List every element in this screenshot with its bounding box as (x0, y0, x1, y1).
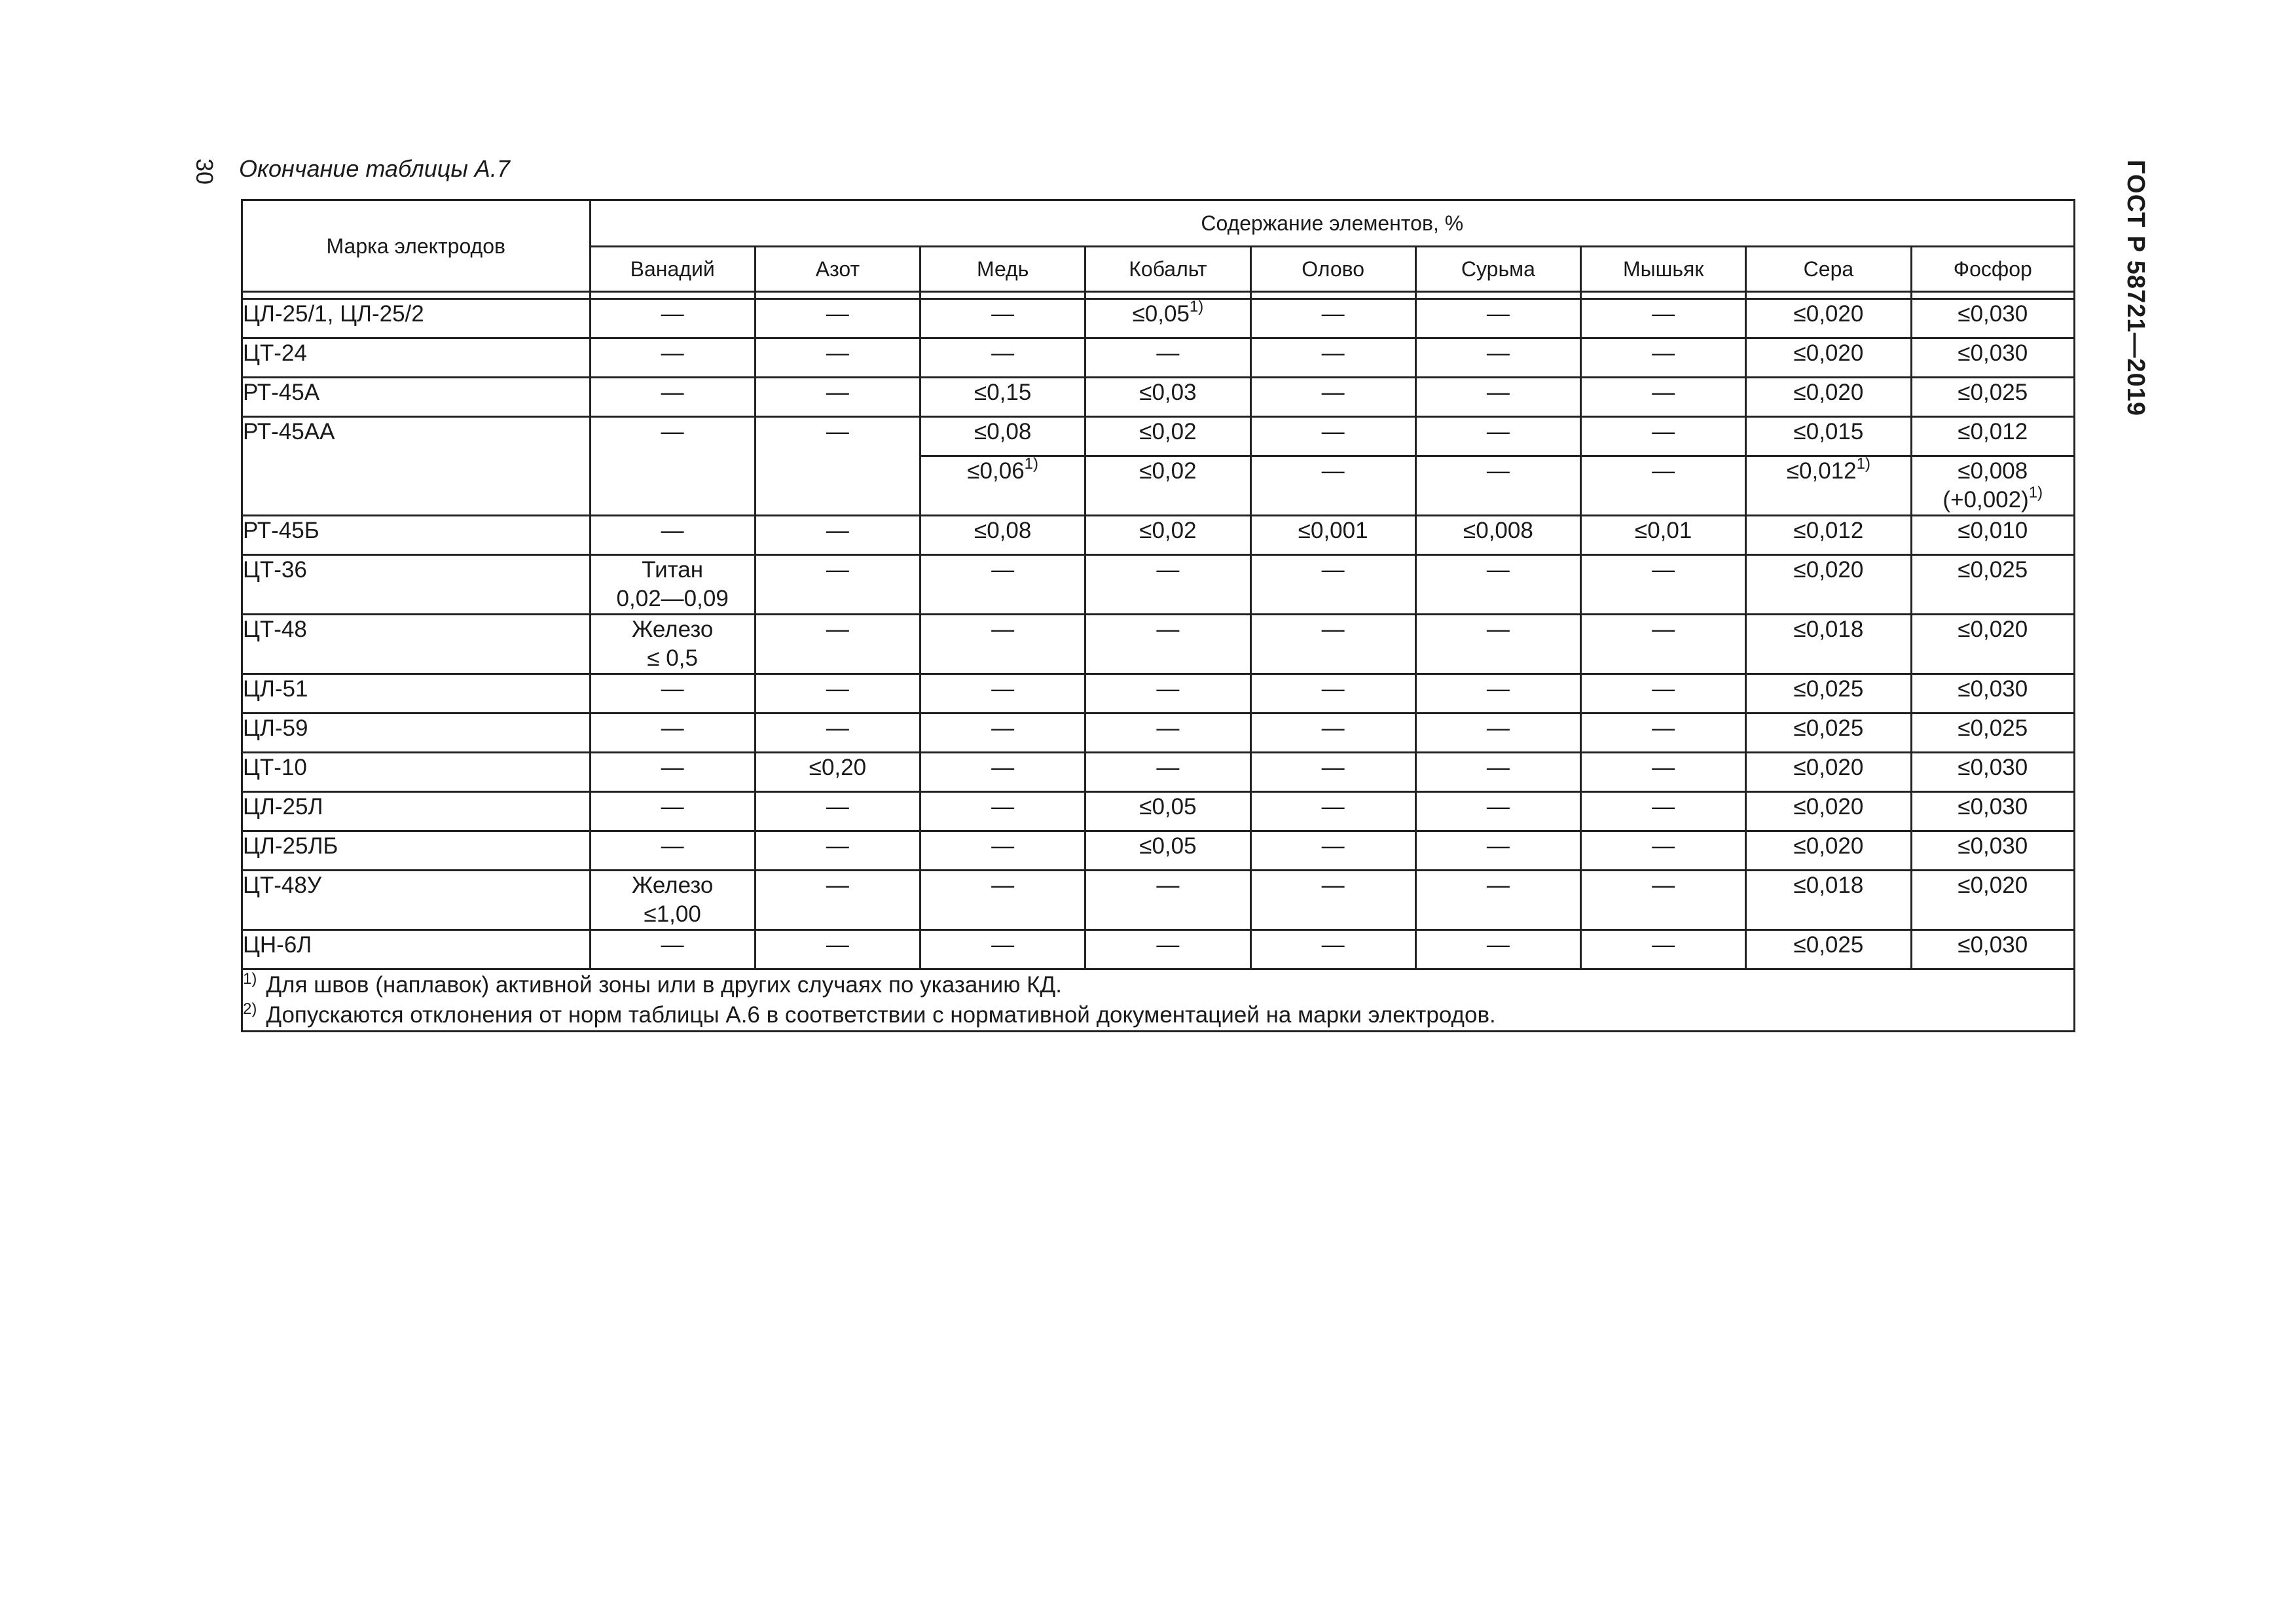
table-row (242, 674, 2075, 713)
cell-мышьяк: — (1581, 930, 1746, 969)
cell-кобальт: ≤0,05 (1085, 792, 1250, 831)
cell-медь: — (920, 871, 1085, 930)
cell-кобальт: — (1085, 753, 1250, 792)
cell-кобальт: — (1085, 674, 1250, 713)
cell-медь: — (920, 753, 1085, 792)
cell-сера: ≤0,020 (1746, 299, 1911, 338)
cell-кобальт: — (1085, 871, 1250, 930)
cell-кобальт: ≤0,02 (1085, 417, 1250, 456)
cell-кобальт: — (1085, 713, 1250, 753)
cell-сурьма: — (1415, 338, 1580, 378)
cell-сера: ≤0,025 (1746, 930, 1911, 969)
cell-ванадий: Железо ≤ 0,5 (590, 615, 755, 674)
cell-олово: — (1250, 871, 1415, 930)
cell-сурьма: — (1415, 674, 1580, 713)
cell-олово: — (1250, 456, 1415, 516)
cell-фосфор: ≤0,010 (1911, 516, 2074, 555)
cell-медь: — (920, 674, 1085, 713)
cell-ванадий: — (590, 713, 755, 753)
cell-ванадий: — (590, 299, 755, 338)
cell-сера: ≤0,025 (1746, 674, 1911, 713)
cell-сера: ≤0,018 (1746, 615, 1911, 674)
footnotes (242, 969, 2075, 1032)
cell-сурьма: — (1415, 615, 1580, 674)
cell-азот: — (755, 516, 920, 555)
electrode-brand: ЦТ-48У (242, 871, 591, 930)
cell-ванадий: — (590, 792, 755, 831)
table-row (242, 871, 2075, 930)
cell-азот: — (755, 713, 920, 753)
cell-ванадий: Железо ≤1,00 (590, 871, 755, 930)
table-row (242, 516, 2075, 555)
cell-фосфор: ≤0,008 $(+0,002)^{1)}$ (1911, 456, 2074, 516)
header-separator (242, 292, 2075, 299)
cell-медь: ≤0,08 (920, 417, 1085, 456)
cell-олово: — (1250, 299, 1415, 338)
column-header: Фосфор (1911, 247, 2074, 292)
cell-мышьяк: — (1581, 299, 1746, 338)
document-designation: ГОСТ Р 58721—2019 (2122, 160, 2149, 416)
cell-ванадий: — (590, 753, 755, 792)
electrode-brand: ЦН-6Л (242, 930, 591, 969)
cell-кобальт: — (1085, 338, 1250, 378)
cell-олово: — (1250, 831, 1415, 871)
cell-сера: ≤0,020 (1746, 338, 1911, 378)
header-brand: Марка электродов (242, 200, 591, 292)
cell-кобальт: ≤0,02 (1085, 456, 1250, 516)
cell-ванадий: — (590, 674, 755, 713)
footnote-mark: 1) (2028, 484, 2043, 502)
cell-азот: — (755, 555, 920, 615)
table-row (242, 417, 2075, 456)
cell-азот: — (755, 930, 920, 969)
cell-сурьма: — (1415, 831, 1580, 871)
footnote-number: 1) (243, 970, 257, 988)
cell-азот: — (755, 831, 920, 871)
cell-кобальт: ≤0,02 (1085, 516, 1250, 555)
electrode-brand: ЦЛ-59 (242, 713, 591, 753)
cell-азот: — (755, 674, 920, 713)
footnote-text: Допускаются отклонения от норм таблицы А.6 в соответствии с нормативной документацией на марки электродов. (266, 1002, 1496, 1028)
cell-олово: — (1250, 338, 1415, 378)
footnote-mark: 1) (1189, 298, 1204, 316)
cell-фосфор: ≤0,025 (1911, 555, 2074, 615)
cell-мышьяк: — (1581, 792, 1746, 831)
cell-сера: ≤0,020 (1746, 378, 1911, 417)
cell-азот: — (755, 417, 920, 516)
cell-фосфор: ≤0,030 (1911, 338, 2074, 378)
cell-сера: ≤0,025 (1746, 713, 1911, 753)
cell-олово: ≤0,001 (1250, 516, 1415, 555)
cell-медь: — (920, 831, 1085, 871)
cell-сурьма: — (1415, 871, 1580, 930)
column-header: Сурьма (1415, 247, 1580, 292)
electrode-brand: ЦЛ-25Л (242, 792, 591, 831)
cell-сурьма: — (1415, 792, 1580, 831)
column-header: Сера (1746, 247, 1911, 292)
cell-медь: — (920, 930, 1085, 969)
cell-фосфор: ≤0,030 (1911, 930, 2074, 969)
cell-сурьма: — (1415, 555, 1580, 615)
cell-фосфор: ≤0,030 (1911, 831, 2074, 871)
cell-фосфор: ≤0,030 (1911, 753, 2074, 792)
cell-ванадий: — (590, 338, 755, 378)
cell-ванадий: Титан 0,02—0,09 (590, 555, 755, 615)
cell-мышьяк: — (1581, 555, 1746, 615)
table-row (242, 615, 2075, 674)
cell-ванадий: — (590, 378, 755, 417)
cell-медь: — (920, 555, 1085, 615)
electrode-brand: РТ-45АА (242, 417, 591, 516)
cell-сурьма: — (1415, 417, 1580, 456)
cell-ванадий: — (590, 930, 755, 969)
header-group-label: Содержание элементов, % (590, 200, 2074, 247)
cell-мышьяк: — (1581, 417, 1746, 456)
cell-олово: — (1250, 417, 1415, 456)
footnote (243, 1000, 2073, 1030)
cell-олово: — (1250, 753, 1415, 792)
table-row (242, 555, 2075, 615)
cell-кобальт: ≤0,05 (1085, 831, 1250, 871)
cell-олово: — (1250, 615, 1415, 674)
cell-азот: — (755, 378, 920, 417)
electrode-brand: ЦТ-10 (242, 753, 591, 792)
cell-сурьма: — (1415, 930, 1580, 969)
cell-мышьяк: — (1581, 378, 1746, 417)
cell-азот: — (755, 615, 920, 674)
cell-медь: ≤0,08 (920, 516, 1085, 555)
cell-мышьяк: — (1581, 831, 1746, 871)
column-header: Ванадий (590, 247, 755, 292)
column-header: Олово (1250, 247, 1415, 292)
footnote-number: 2) (243, 1000, 257, 1019)
cell-сера: ≤0,020 (1746, 831, 1911, 871)
footnote (243, 970, 2073, 1000)
table-row (242, 713, 2075, 753)
cell-медь: — (920, 713, 1085, 753)
cell-фосфор: ≤0,030 (1911, 674, 2074, 713)
cell-кобальт: — (1085, 930, 1250, 969)
cell-азот: ≤0,20 (755, 753, 920, 792)
cell-мышьяк: ≤0,01 (1581, 516, 1746, 555)
cell-фосфор: ≤0,030 (1911, 299, 2074, 338)
electrode-composition-table (241, 199, 2075, 1032)
footnote-mark: 1) (1024, 455, 1039, 473)
cell-олово: — (1250, 674, 1415, 713)
cell-сурьма: — (1415, 713, 1580, 753)
cell-мышьяк: — (1581, 753, 1746, 792)
column-header: Мышьяк (1581, 247, 1746, 292)
cell-сера: ≤0,018 (1746, 871, 1911, 930)
cell-сурьма: — (1415, 456, 1580, 516)
cell-сера: ≤0,015 (1746, 417, 1911, 456)
cell-медь: — (920, 615, 1085, 674)
cell-медь: — (920, 338, 1085, 378)
cell-олово: — (1250, 555, 1415, 615)
cell-сурьма: — (1415, 753, 1580, 792)
cell-сера: ≤0,020 (1746, 792, 1911, 831)
cell-мышьяк: — (1581, 338, 1746, 378)
cell-сурьма: ≤0,008 (1415, 516, 1580, 555)
cell-сера: ≤0,020 (1746, 555, 1911, 615)
cell-медь: — (920, 792, 1085, 831)
table-caption: Окончание таблицы А.7 (239, 155, 510, 182)
cell-кобальт: ≤0,03 (1085, 378, 1250, 417)
table-row (242, 792, 2075, 831)
table-row (242, 930, 2075, 969)
cell-фосфор: ≤0,020 (1911, 615, 2074, 674)
cell-сера: ≤0,020 (1746, 753, 1911, 792)
electrode-brand: ЦТ-36 (242, 555, 591, 615)
page-number: 30 (191, 158, 218, 185)
cell-сера: $\le 0,012^{1)}$ (1746, 456, 1911, 516)
cell-кобальт: $\le 0,05^{1)}$ (1085, 299, 1250, 338)
cell-олово: — (1250, 930, 1415, 969)
table-row (242, 753, 2075, 792)
cell-мышьяк: — (1581, 615, 1746, 674)
cell-азот: — (755, 871, 920, 930)
cell-кобальт: — (1085, 555, 1250, 615)
column-header: Кобальт (1085, 247, 1250, 292)
electrode-brand: РТ-45Б (242, 516, 591, 555)
cell-сера: ≤0,012 (1746, 516, 1911, 555)
cell-азот: — (755, 299, 920, 338)
footnote-mark: 1) (1856, 455, 1870, 473)
cell-ванадий: — (590, 417, 755, 516)
cell-сурьма: — (1415, 299, 1580, 338)
cell-фосфор: ≤0,025 (1911, 713, 2074, 753)
cell-мышьяк: — (1581, 456, 1746, 516)
electrode-brand: ЦЛ-25/1, ЦЛ-25/2 (242, 299, 591, 338)
table-row (242, 831, 2075, 871)
column-header: Медь (920, 247, 1085, 292)
column-header: Азот (755, 247, 920, 292)
electrode-brand: ЦЛ-51 (242, 674, 591, 713)
electrode-brand: ЦТ-24 (242, 338, 591, 378)
cell-фосфор: ≤0,025 (1911, 378, 2074, 417)
table-row (242, 299, 2075, 338)
electrode-brand: ЦТ-48 (242, 615, 591, 674)
cell-медь: ≤0,15 (920, 378, 1085, 417)
cell-олово: — (1250, 792, 1415, 831)
electrode-brand: РТ-45А (242, 378, 591, 417)
cell-фосфор: ≤0,020 (1911, 871, 2074, 930)
cell-ванадий: — (590, 831, 755, 871)
cell-фосфор: ≤0,030 (1911, 792, 2074, 831)
electrode-brand: ЦЛ-25ЛБ (242, 831, 591, 871)
cell-мышьяк: — (1581, 871, 1746, 930)
cell-ванадий: — (590, 516, 755, 555)
footnote-text: Для швов (наплавок) активной зоны или в других случаях по указанию КД. (266, 972, 1062, 998)
table-row (242, 378, 2075, 417)
cell-олово: — (1250, 713, 1415, 753)
cell-кобальт: — (1085, 615, 1250, 674)
cell-медь: $\le 0,06^{1)}$ (920, 456, 1085, 516)
cell-фосфор: ≤0,012 (1911, 417, 2074, 456)
cell-медь: — (920, 299, 1085, 338)
footnotes-row (242, 969, 2075, 1032)
cell-мышьяк: — (1581, 713, 1746, 753)
cell-азот: — (755, 338, 920, 378)
cell-мышьяк: — (1581, 674, 1746, 713)
table-row (242, 338, 2075, 378)
cell-олово: — (1250, 378, 1415, 417)
cell-сурьма: — (1415, 378, 1580, 417)
cell-азот: — (755, 792, 920, 831)
